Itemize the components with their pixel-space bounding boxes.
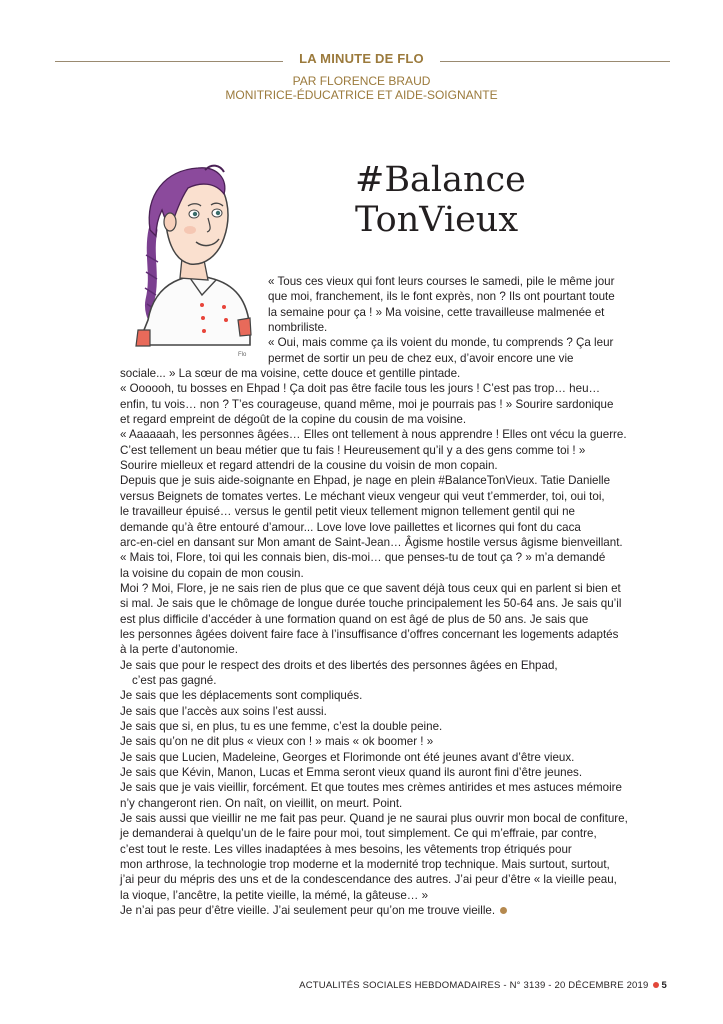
body-line: c’est tout le reste. Les villes inadaptées à mes besoins, les vêtements trop étriqués pour xyxy=(120,842,572,856)
body-line: Je sais que les déplacements sont compliqués. xyxy=(120,689,363,703)
body-line: sociale... » La sœur de ma voisine, cette douce et gentille pintade. xyxy=(120,367,461,381)
body-line-text: Je n’ai pas peur d’être vieille. J’ai seulement peur qu’on me trouve vieille. xyxy=(120,904,496,918)
body-line: demande qu’à être entouré d’amour... Love love love paillettes et licornes qui font du caca xyxy=(120,520,581,534)
body-line: Je sais que Kévin, Manon, Lucas et Emma seront vieux quand ils auront fini d’être jeunes. xyxy=(120,766,583,779)
header-rule-left xyxy=(55,61,283,62)
body-line: si mal. Je sais que le chômage de longue durée touche principalement les 50-64 ans. Je sais qu’il xyxy=(120,597,622,611)
body-line: j’ai peur du mépris des uns et de la condescendance des autres. J’ai peur d’être « la vieille peau, xyxy=(120,873,617,887)
footer-dot-icon xyxy=(653,982,659,988)
body-line: « Oooooh, tu bosses en Ehpad ! Ça doit pas être facile tous les jours ! C’est pas trop… heu… xyxy=(120,382,601,396)
body-line: Je sais que je vais vieillir, forcément. Et que toutes mes crèmes antirides et mes astuces mémoire xyxy=(120,781,622,795)
body-line: « Oui, mais comme ça ils voient du monde, tu comprends ? Ça leur xyxy=(268,336,614,350)
body-line: « Aaaaaah, les personnes âgées… Elles ont tellement à nous apprendre ! Elles ont vécu la guerre. xyxy=(120,428,627,442)
body-line: permet de sortir un peu de chez eux, d’avoir encore une vie xyxy=(268,351,574,365)
body-line: je demanderai à quelqu’un de le faire pour moi, tout simplement. Ce qui m’effraie, par contre, xyxy=(120,827,597,841)
body-line: Je sais que Lucien, Madeleine, Georges et Florimonde ont été jeunes avant d’être vieux. xyxy=(120,750,575,764)
article-title-line-1: #Balance xyxy=(355,160,526,200)
body-line: à la perte d’autonomie. xyxy=(120,643,238,657)
end-mark-icon xyxy=(500,907,507,914)
body-line: Je sais que si, en plus, tu es une femme, c’est la double peine. xyxy=(120,719,443,733)
body-line: enfin, tu vois… non ? T’es courageuse, quand même, moi je pourrais pas ! » Sourire sardonique xyxy=(120,397,614,411)
body-line: est plus difficile d’accéder à une formation quand on est âgé de plus de 50 ans. Je sais que xyxy=(120,612,589,626)
body-line: Sourire mielleux et regard attendri de la cousine du voisin de mon copain. xyxy=(120,459,498,473)
body-line: les personnes âgées doivent faire face à l’insuffisance d’offres concernant les logements adaptés xyxy=(120,627,619,641)
body-line: « Mais toi, Flore, toi qui les connais bien, dis-moi… que penses-tu de tout ça ? » m’a demandé xyxy=(120,551,606,565)
page-number: 5 xyxy=(661,980,667,991)
byline-author: PAR FLORENCE BRAUD xyxy=(292,74,431,88)
body-line: Moi ? Moi, Flore, je ne sais rien de plus que ce que savent déjà tous ceux qui en parlent si bien et xyxy=(120,581,621,595)
body-line: le travailleur épuisé… versus le gentil petit vieux tellement mignon tellement gentil qui ne xyxy=(120,505,575,519)
body-line: Je sais aussi que vieillir ne me fait pas peur. Quand je ne saurai plus ouvrir mon bocal de confiture, xyxy=(120,812,628,826)
page-footer xyxy=(299,980,667,991)
body-line: Je sais que pour le respect des droits et des libertés des personnes âgées en Ehpad, xyxy=(120,658,558,672)
body-line xyxy=(120,903,606,918)
body-line: Je sais que l’accès aux soins l’est aussi. xyxy=(120,704,327,718)
section-title: LA MINUTE DE FLO xyxy=(299,51,424,66)
body-line: Depuis que je suis aide-soignante en Ehpad, je nage en plein #BalanceTonVieux. Tatie Danielle xyxy=(120,474,611,488)
body-line: que moi, franchement, ils le font exprès, non ? Ils ont pourtant toute xyxy=(268,290,615,304)
body-line: la voisine du copain de mon cousin. xyxy=(120,566,304,580)
body-line: la vioque, l’ancêtre, la petite vieille, la mémé, la gâteuse… » xyxy=(120,888,429,902)
byline xyxy=(0,74,723,102)
body-line: Je sais qu’on ne dit plus « vieux con ! » mais « ok boomer ! » xyxy=(120,735,434,749)
body-line: C’est tellement un beau métier que tu fais ! Heureusement qu’il y a des gens comme toi ! » xyxy=(120,443,586,457)
article-body xyxy=(120,274,628,918)
article-title-line-2: TonVieux xyxy=(355,200,519,240)
illustration-signature: Flo xyxy=(238,352,247,358)
byline-role: MONITRICE-ÉDUCATRICE ET AIDE-SOIGNANTE xyxy=(225,88,498,102)
body-line: n’y changeront rien. On naît, on vieillit, on meurt. Point. xyxy=(120,796,403,810)
body-line: mon arthrose, la technologie trop moderne et la modernité trop technique. Mais surtout, surtout, xyxy=(120,858,610,872)
body-line: nombriliste. xyxy=(268,321,328,335)
body-line: « Tous ces vieux qui font leurs courses le samedi, pile le même jour xyxy=(268,275,615,288)
body-line: et regard empreint de dégoût de la copine du cousin de ma voisine. xyxy=(120,413,467,427)
header-rule-right xyxy=(440,61,670,62)
footer-publication: ACTUALITÉS SOCIALES HEBDOMADAIRES - N° 3139 - 20 DÉCEMBRE 2019 xyxy=(299,980,649,991)
body-line: versus Beignets de tomates vertes. Le méchant vieux vengeur qui veut t’emmerder, toi, oui toi, xyxy=(120,489,605,503)
body-line: arc-en-ciel en dansant sur Mon amant de Saint-Jean… Âgisme hostile versus âgisme bienveillant. xyxy=(120,535,623,549)
body-line: c’est pas gagné. xyxy=(132,673,217,687)
body-line: la semaine pour ça ! » Ma voisine, cette travailleuse malmenée et xyxy=(268,305,605,319)
article-title xyxy=(355,160,685,240)
